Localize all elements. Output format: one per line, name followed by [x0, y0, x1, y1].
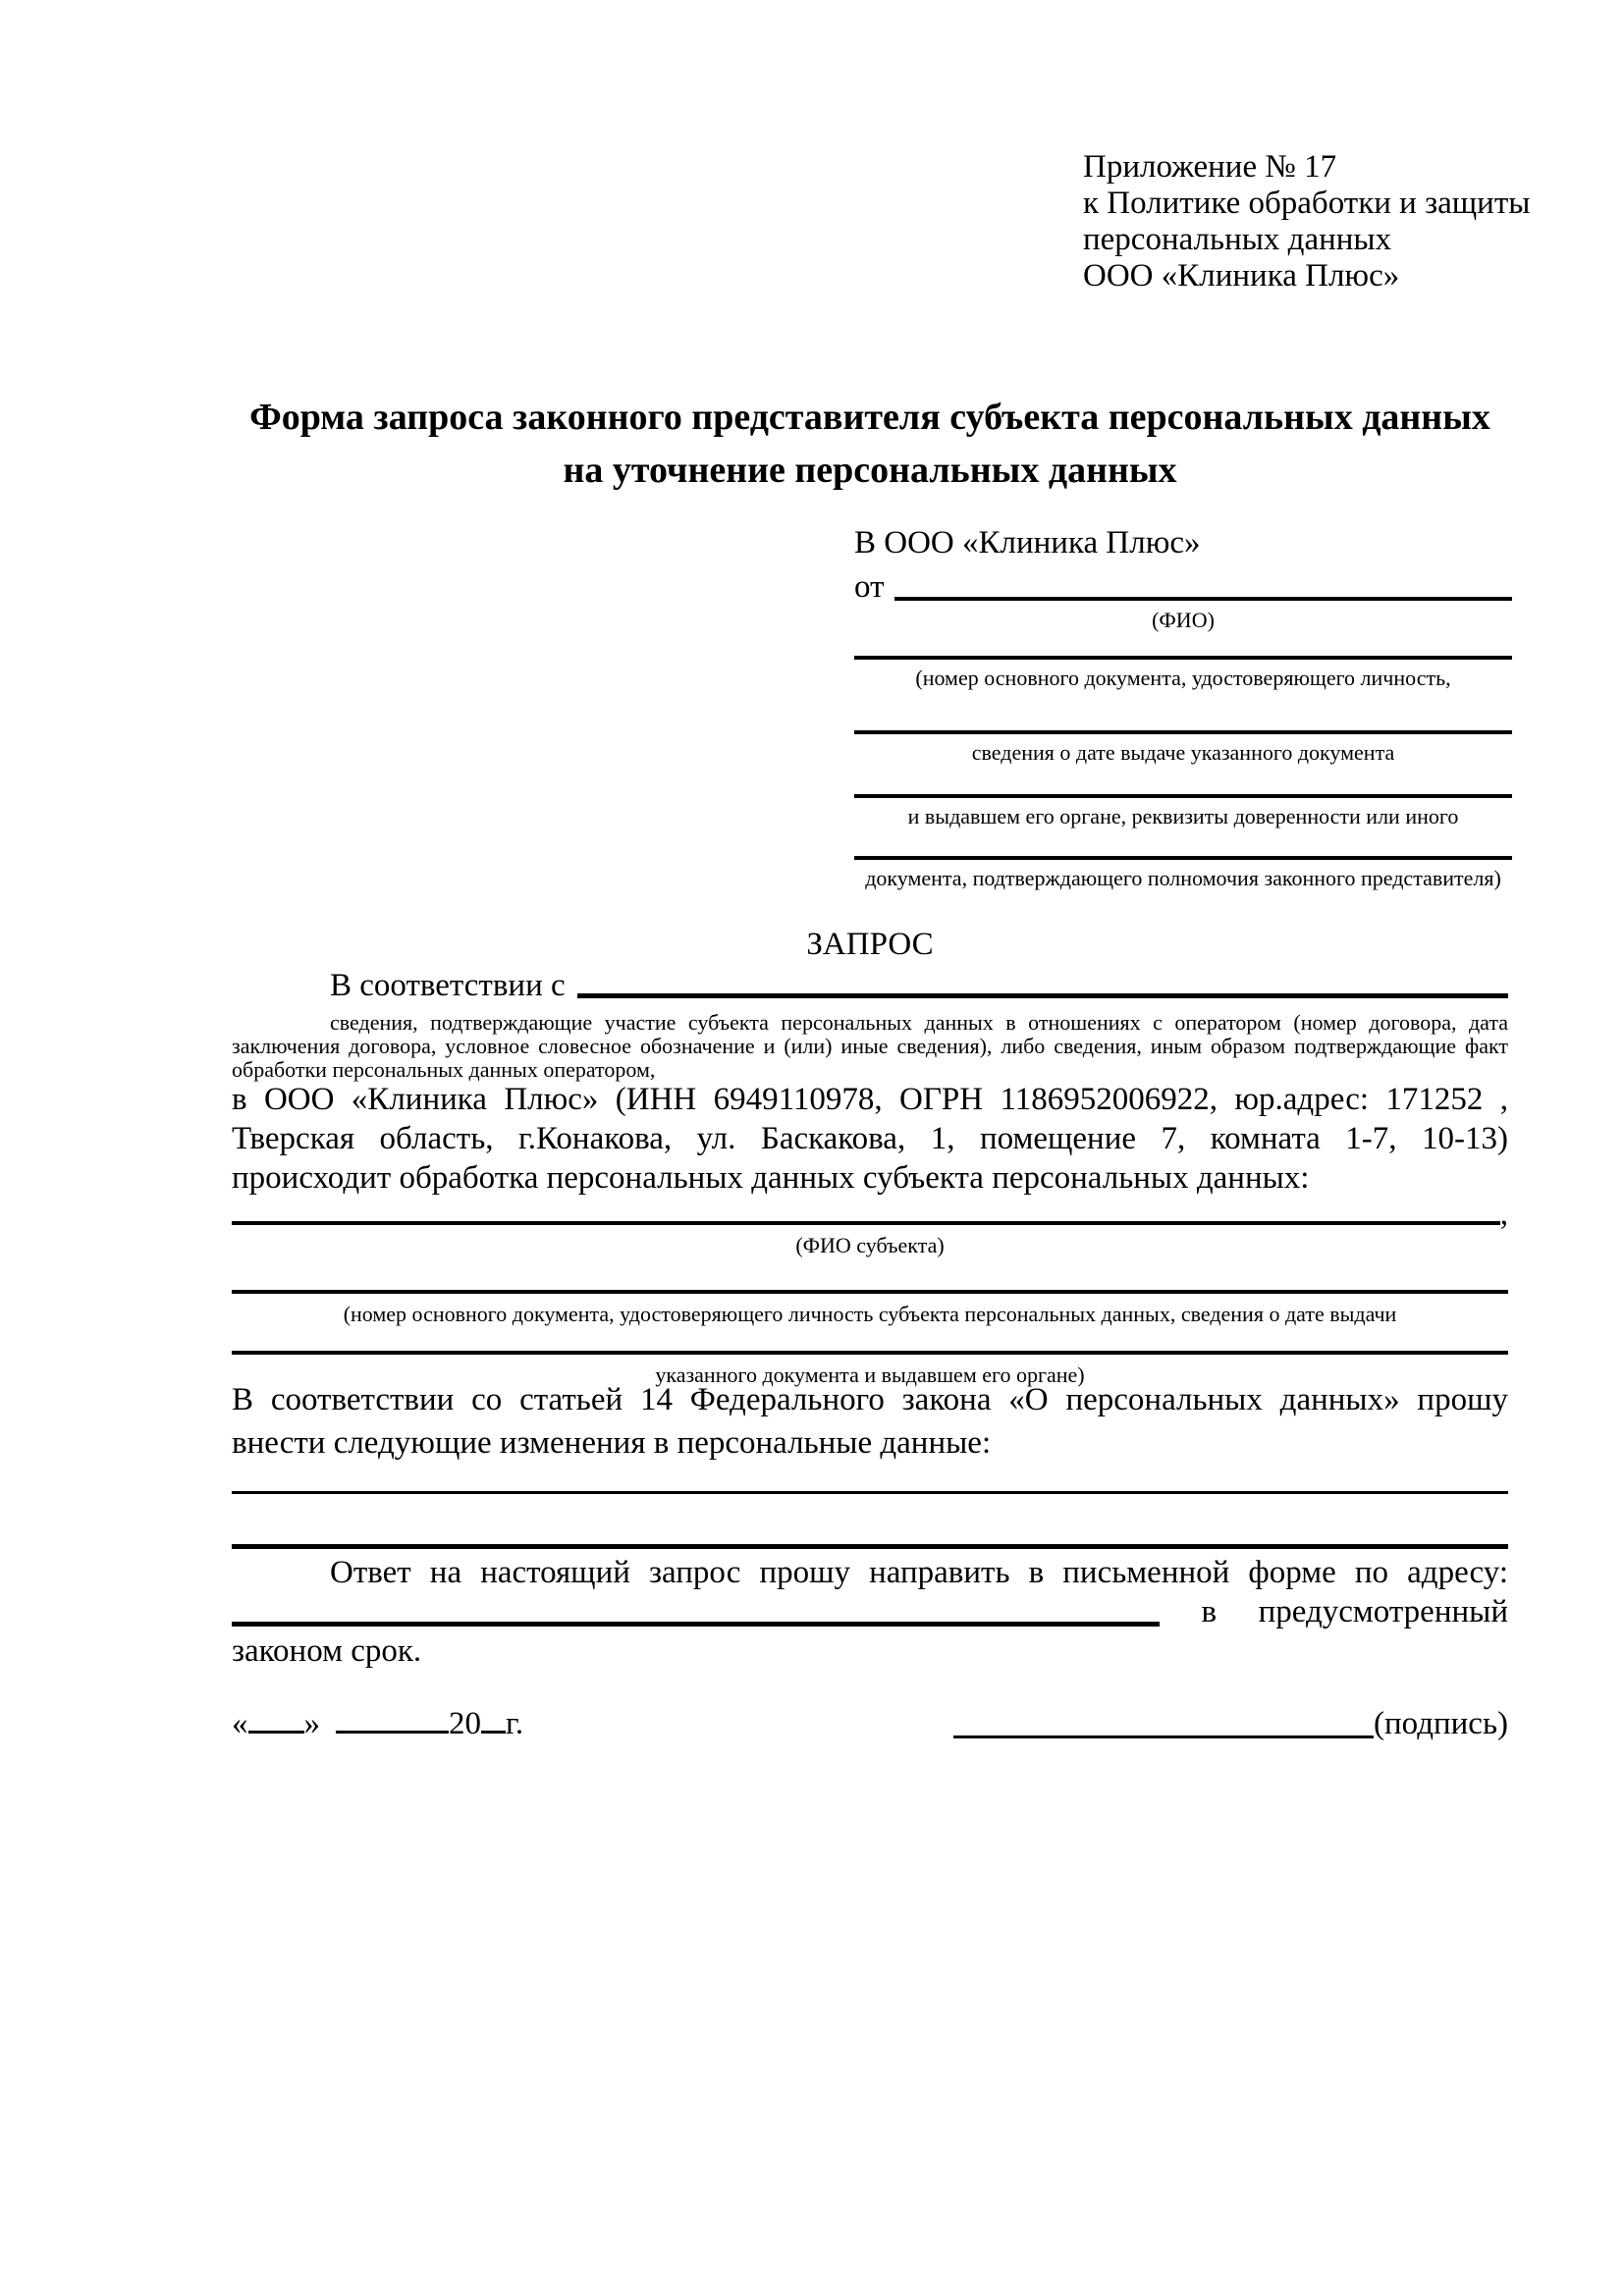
signature-blank-line [953, 1735, 1374, 1738]
answer-line-3: законом срок. [232, 1633, 422, 1669]
answer-line-2 [232, 1592, 1508, 1631]
accordance-blank-line [577, 993, 1508, 998]
signature-caption: (подпись) [1374, 1706, 1508, 1741]
law-paragraph [232, 1378, 1508, 1465]
blank-line [854, 856, 1512, 860]
operator-line-1: в ООО «Клиника Плюс» (ИНН 6949110978, ОГРН 1186952006922, юр.адрес: 171252 , [232, 1082, 1508, 1117]
law-line-1: В соответствии со статьей 14 Федерального закона «О персональных данных» прошу [232, 1382, 1508, 1417]
operator-line-3: происходит обработка персональных данных субъекта персональных данных: [232, 1160, 1310, 1196]
subject-fio-blank-line [232, 1221, 1500, 1225]
date-group [232, 1704, 523, 1743]
trailing-comma: , [1499, 1197, 1508, 1232]
open-quote: « [232, 1706, 248, 1741]
note-line-1: сведения, подтверждающие участие субъекта персональных данных в отношениях с оператором (номер договора, дата [330, 1010, 1508, 1035]
year-suffix: г. [506, 1706, 524, 1741]
note-line-3: обработки персональных данных оператором, [232, 1057, 656, 1082]
from-label: от [854, 569, 885, 605]
field-caption: сведения о дате выдаче указанного документа [971, 740, 1395, 765]
day-blank [248, 1731, 304, 1734]
answer-word-in: в [1201, 1594, 1218, 1629]
addressee-block [854, 523, 1512, 916]
title-line-1: Форма запроса законного представителя субъекта персональных данных [249, 397, 1490, 438]
subject-doc-caption: (номер основного документа, удостоверяющего личность субъекта персональных данных, сведения о дате выдачи [343, 1302, 1397, 1326]
representative-doc-field-2 [854, 730, 1512, 766]
operator-line-2: Тверская область, г.Конакова, ул. Баскакова, 1, помещение 7, комната 1-7, 10-13) [232, 1121, 1508, 1156]
subject-fio-row [232, 1197, 1508, 1232]
year-blank [481, 1731, 506, 1734]
appendix-org-name: ООО «Клиника Плюс» [1083, 258, 1400, 294]
signature-group [953, 1704, 1508, 1743]
title-line-2: на уточнение персональных данных [563, 450, 1177, 491]
blank-line [854, 794, 1512, 798]
appendix-header [1083, 149, 1530, 294]
changes-blank-line-2 [232, 1544, 1508, 1549]
year-prefix: 20 [449, 1706, 481, 1741]
date-signature-row [232, 1704, 1508, 1743]
request-heading: ЗАПРОС [806, 927, 934, 962]
subject-fio-caption: (ФИО субъекта) [795, 1233, 945, 1257]
close-quote: » [303, 1706, 320, 1741]
from-blank-line [894, 597, 1513, 601]
operator-paragraph [232, 1080, 1508, 1198]
month-blank [336, 1731, 449, 1734]
representative-doc-field-1 [854, 656, 1512, 691]
field-caption: документа, подтверждающего полномочия законного представителя) [865, 866, 1501, 890]
subject-organ-blank-line [232, 1351, 1508, 1355]
appendix-policy-line2: персональных данных [1083, 222, 1392, 257]
accordance-row [232, 968, 1508, 1003]
note-line-2: заключения договора, условное словесное обозначение и (или) иные сведения), либо сведения, иным образом подтверждающие факт [232, 1034, 1508, 1058]
answer-line-1: Ответ на настоящий запрос прошу направить в письменной форме по адресу: [330, 1555, 1508, 1590]
blank-line [854, 730, 1512, 734]
addressee-to: В ООО «Клиника Плюс» [854, 525, 1201, 561]
accordance-label: В соответствии с [330, 968, 566, 1003]
address-blank-line [232, 1622, 1160, 1627]
field-caption: (номер основного документа, удостоверяющего личность, [915, 666, 1451, 690]
subject-organ-caption: указанного документа и выдавшем его органе) [655, 1362, 1085, 1387]
appendix-number: Приложение № 17 [1083, 149, 1337, 185]
from-row [854, 568, 1512, 606]
answer-paragraph [232, 1553, 1508, 1671]
appendix-policy-line: к Политике обработки и защиты [1083, 186, 1531, 221]
subject-doc-blank-line [232, 1290, 1508, 1294]
field-caption: и выдавшем его органе, реквизиты доверенности или иного [907, 804, 1459, 828]
representative-doc-field-4 [854, 856, 1512, 891]
fio-caption: (ФИО) [1152, 608, 1215, 632]
explanatory-note [232, 1011, 1508, 1082]
blank-line [854, 656, 1512, 660]
document-title [232, 391, 1508, 497]
changes-blank-line-1 [232, 1491, 1508, 1494]
representative-doc-field-3 [854, 794, 1512, 829]
law-line-2: внести следующие изменения в персональные данные: [232, 1425, 992, 1461]
answer-word-tail: предусмотренный [1258, 1594, 1508, 1629]
